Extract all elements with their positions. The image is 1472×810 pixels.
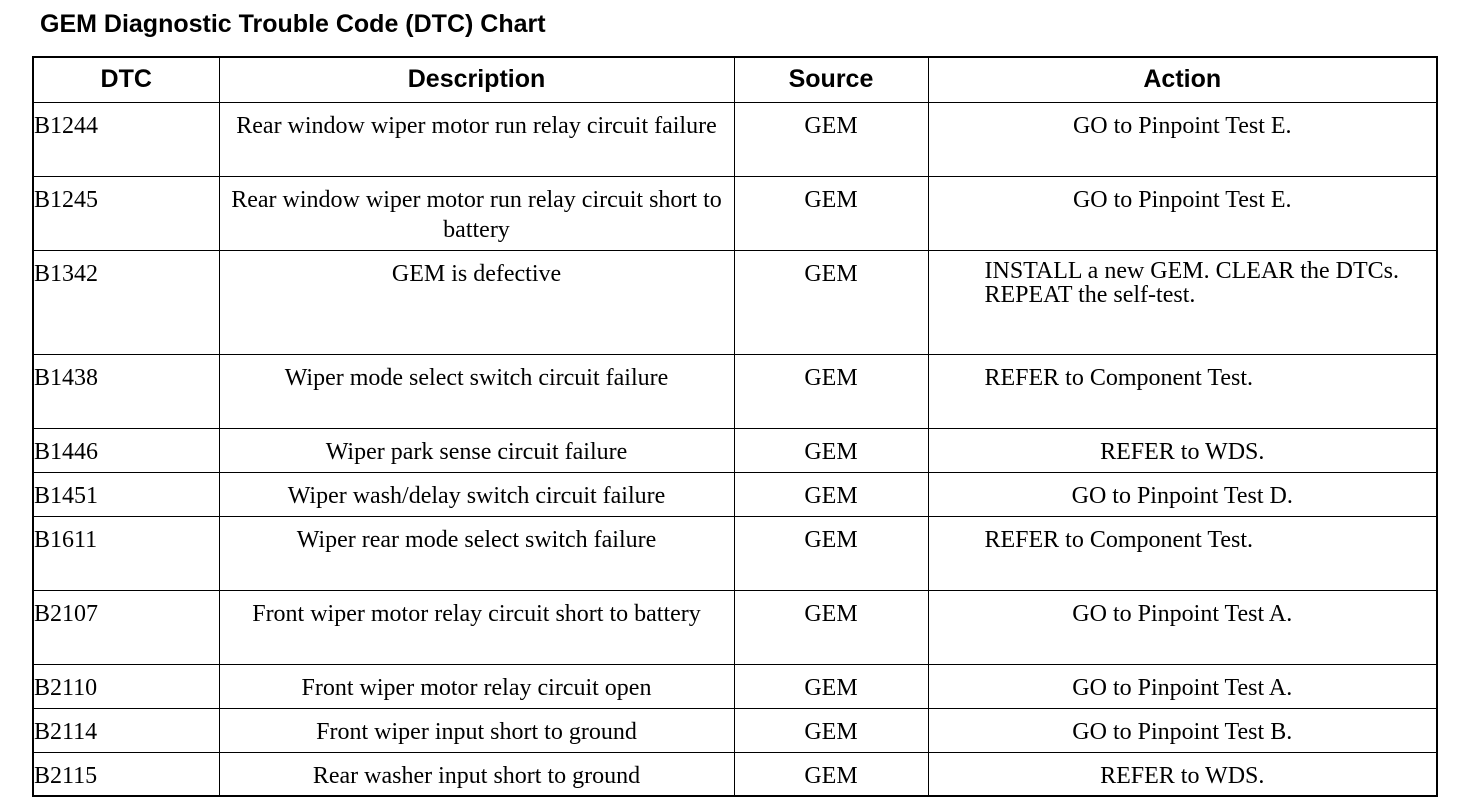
header-row <box>33 57 1437 102</box>
dtc-source: GEM <box>734 176 928 250</box>
dtc-description: Wiper wash/delay switch circuit failure <box>219 472 734 516</box>
table-row <box>33 664 1437 708</box>
dtc-source: GEM <box>734 472 928 516</box>
chart-title: GEM Diagnostic Trouble Code (DTC) Chart <box>40 10 546 38</box>
dtc-description: Wiper park sense circuit failure <box>219 428 734 472</box>
dtc-code: B1342 <box>33 250 219 354</box>
dtc-source: GEM <box>734 752 928 796</box>
dtc-source: GEM <box>734 102 928 176</box>
dtc-action: REFER to Component Test. <box>928 516 1437 590</box>
dtc-action: REFER to WDS. <box>928 752 1437 796</box>
dtc-code: B1438 <box>33 354 219 428</box>
table-row <box>33 428 1437 472</box>
dtc-code: B1451 <box>33 472 219 516</box>
dtc-code: B1611 <box>33 516 219 590</box>
header-source: Source <box>734 57 928 102</box>
dtc-description: Front wiper motor relay circuit open <box>219 664 734 708</box>
dtc-description: Wiper rear mode select switch failure <box>219 516 734 590</box>
header-dtc: DTC <box>33 57 219 102</box>
dtc-source: GEM <box>734 250 928 354</box>
dtc-action: REFER to WDS. <box>928 428 1437 472</box>
dtc-action: GO to Pinpoint Test A. <box>928 664 1437 708</box>
dtc-description: Rear window wiper motor run relay circuit failure <box>219 102 734 176</box>
dtc-action: GO to Pinpoint Test D. <box>928 472 1437 516</box>
table-row <box>33 516 1437 590</box>
table-row <box>33 176 1437 250</box>
table-row <box>33 250 1437 354</box>
dtc-source: GEM <box>734 590 928 664</box>
dtc-action: GO to Pinpoint Test A. <box>928 590 1437 664</box>
dtc-description: Front wiper input short to ground <box>219 708 734 752</box>
dtc-description: Rear window wiper motor run relay circuit short to battery <box>219 176 734 250</box>
table-row <box>33 708 1437 752</box>
table-row <box>33 472 1437 516</box>
dtc-code: B1244 <box>33 102 219 176</box>
dtc-source: GEM <box>734 428 928 472</box>
dtc-code: B2110 <box>33 664 219 708</box>
table-row <box>33 354 1437 428</box>
dtc-action: GO to Pinpoint Test B. <box>928 708 1437 752</box>
table-row <box>33 752 1437 796</box>
dtc-source: GEM <box>734 354 928 428</box>
dtc-description: Rear washer input short to ground <box>219 752 734 796</box>
header-action: Action <box>928 57 1437 102</box>
header-description: Description <box>219 57 734 102</box>
dtc-code: B1446 <box>33 428 219 472</box>
dtc-source: GEM <box>734 516 928 590</box>
dtc-table <box>32 56 1438 797</box>
dtc-action: GO to Pinpoint Test E. <box>928 102 1437 176</box>
dtc-description: Wiper mode select switch circuit failure <box>219 354 734 428</box>
dtc-source: GEM <box>734 664 928 708</box>
dtc-description: GEM is defective <box>219 250 734 354</box>
dtc-action: REFER to Component Test. <box>928 354 1437 428</box>
table-row <box>33 102 1437 176</box>
dtc-action: INSTALL a new GEM. CLEAR the DTCs. REPEAT the self-test. <box>928 250 1437 354</box>
dtc-source: GEM <box>734 708 928 752</box>
dtc-code: B2114 <box>33 708 219 752</box>
table-row <box>33 590 1437 664</box>
dtc-description: Front wiper motor relay circuit short to battery <box>219 590 734 664</box>
dtc-code: B2115 <box>33 752 219 796</box>
dtc-action: GO to Pinpoint Test E. <box>928 176 1437 250</box>
dtc-code: B1245 <box>33 176 219 250</box>
dtc-code: B2107 <box>33 590 219 664</box>
